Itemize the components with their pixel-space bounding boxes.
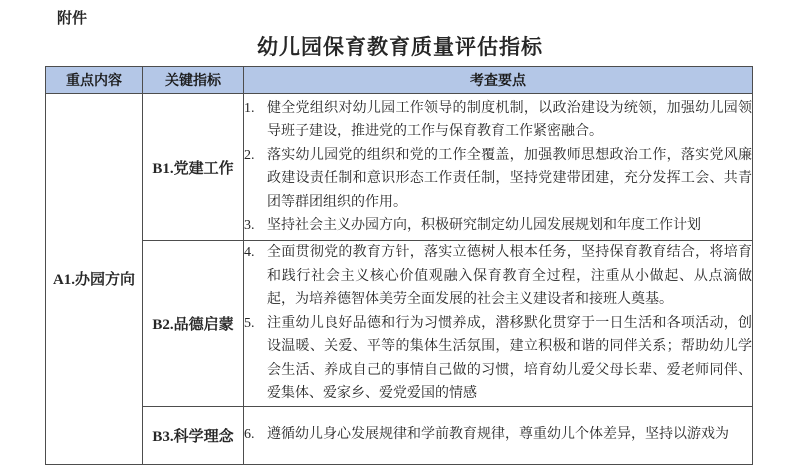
item-text: 遵循幼儿身心发展规律和学前教育规律，尊重幼儿个体差异，坚持以游戏为 <box>267 427 729 443</box>
item-number: 2. <box>244 147 255 163</box>
points-cell-b1 <box>244 94 753 241</box>
attachment-label: 附件 <box>57 10 88 27</box>
item-text: 落实幼儿园党的组织和党的工作全覆盖，加强教师思想政治工作，落实党风廉政建设责任制和意识形态工作责任制，坚持党建带团建，充分发挥工会、共青团等群团组织的作用。 <box>267 147 752 210</box>
checkpoint-item <box>244 241 752 312</box>
indicator-cell-b2: B2.品德启蒙 <box>143 241 244 407</box>
item-number: 5. <box>244 315 255 331</box>
table-row-b1 <box>46 94 753 241</box>
table-row-b3 <box>46 406 753 464</box>
item-number: 3. <box>244 218 255 233</box>
section-cell-a1: A1.办园方向 <box>46 94 143 465</box>
checkpoint-item <box>244 97 752 144</box>
item-number: 6. <box>244 427 255 443</box>
checkpoint-item <box>244 312 752 406</box>
points-cell-b3 <box>244 406 753 464</box>
item-text: 注重幼儿良好品德和行为习惯养成，潜移默化贯穿于一日生活和各项活动，创设温暖、关爱、平等的集体生活氛围，建立积极和谐的同伴关系；帮助幼儿学会生活、养成自己的事情自己做的习惯，培育幼儿爱父母长辈、爱老师同伴、爱集体、爱家乡、爱党爱国的情感 <box>267 315 752 401</box>
header-key-indicator: 关键指标 <box>143 67 244 94</box>
indicator-cell-b3: B3.科学理念 <box>143 406 244 464</box>
item-number: 1. <box>244 100 255 116</box>
item-text: 全面贯彻党的教育方针，落实立德树人根本任务，坚持保育教育结合，将培育和践行社会主义核心价值观融入保育教育全过程，注重从小做起、从点滴做起，为培养德智体美劳全面发展的社会主义建设者和接班人奠基。 <box>267 245 752 307</box>
points-cell-b2 <box>244 241 753 407</box>
assessment-table <box>45 66 753 465</box>
table-header-row <box>46 67 753 94</box>
header-key-content: 重点内容 <box>46 67 143 94</box>
checkpoint-item <box>244 144 752 215</box>
indicator-cell-b1: B1.党建工作 <box>143 94 244 241</box>
table-row-b2 <box>46 241 753 407</box>
item-text: 坚持社会主义办园方向，积极研究制定幼儿园发展规划和年度工作计划 <box>267 218 701 233</box>
item-number: 4. <box>244 245 255 260</box>
checkpoint-item <box>244 423 752 447</box>
checkpoint-item <box>244 214 752 238</box>
item-text: 健全党组织对幼儿园工作领导的制度机制，以政治建设为统领，加强幼儿园领导班子建设，推进党的工作与保育教育工作紧密融合。 <box>267 100 752 139</box>
document-title: 幼儿园保育教育质量评估指标 <box>257 36 543 59</box>
header-check-points: 考查要点 <box>244 67 753 94</box>
